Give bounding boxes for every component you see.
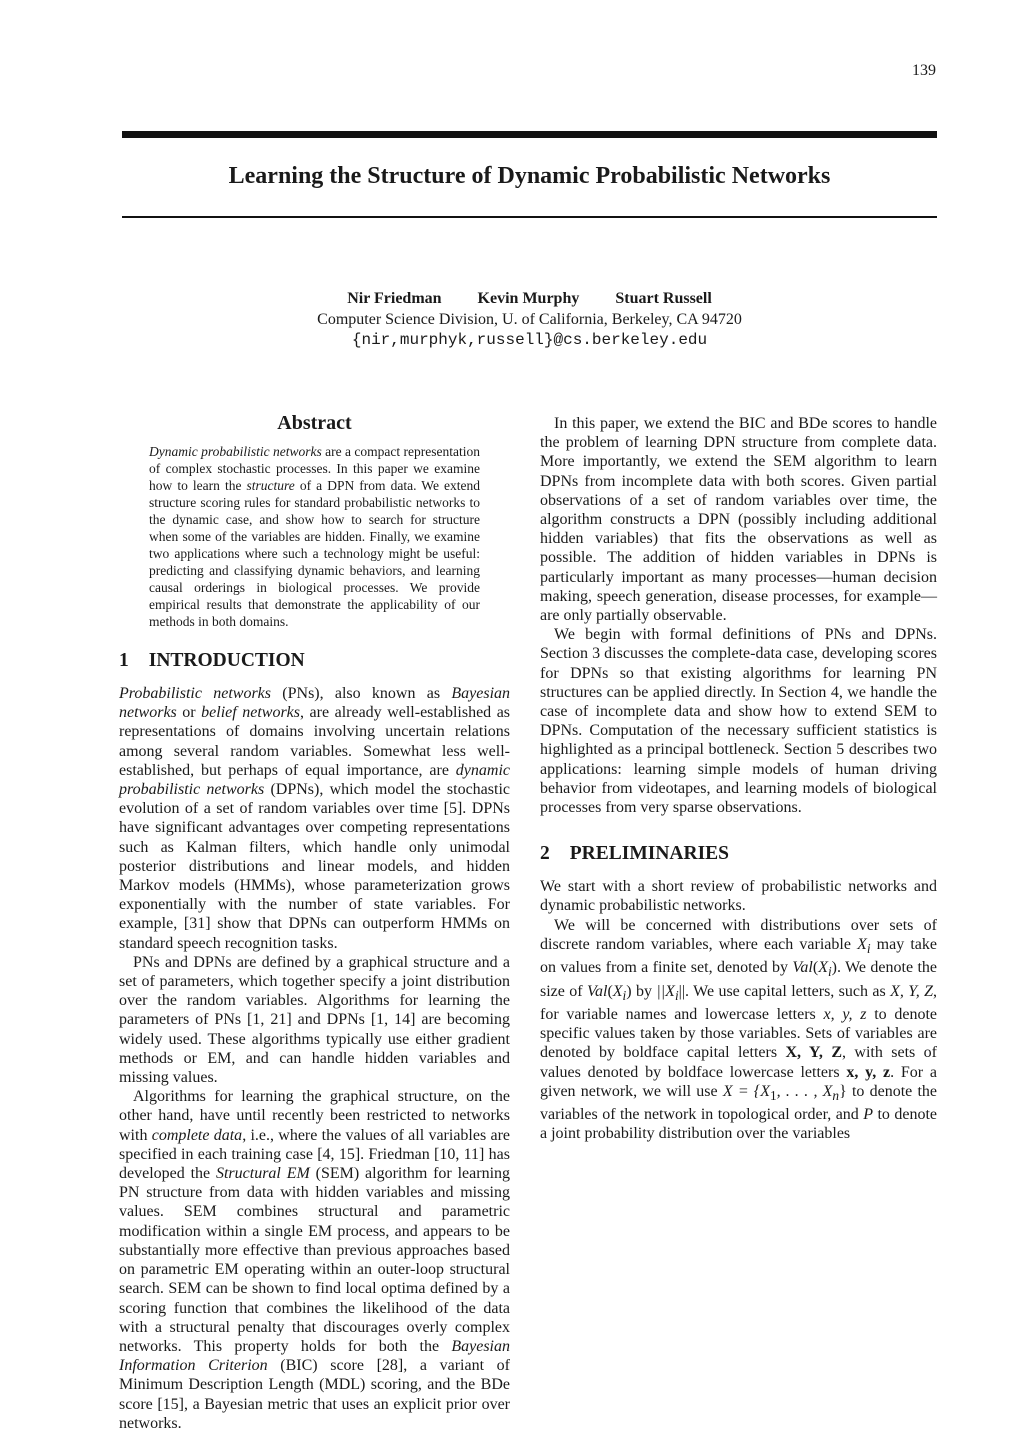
paper-title: Learning the Structure of Dynamic Probabilistic Networks xyxy=(228,163,831,189)
paragraph: Algorithms for learning the graphical structure, on the other hand, have until recently been restricted to networks with complete data, i.e., where the values of all variables are specified in each training case [4, 15]. Friedman [10, 11] has developed the Structural EM (SEM) algorithm for learning PN structure from data with hidden variables and missing values. SEM combines structural and parametric modification within a single EM process, and appears to be substantially more effective than previous approaches based on parametric EM operating within an outer-loop structural search. SEM can be shown to find local optima defined by a scoring function that combines the likelihood of the data with a structural penalty that discourages overly complex networks. This property holds for both the Bayesian Information Criterion (BIC) score [28], a variant of Minimum Description Length (MDL) scoring, and the BDe score [15], a Bayesian metric that uses an explicit prior over networks. xyxy=(119,1088,511,1432)
author-name: Kevin Murphy xyxy=(477,290,580,307)
section-heading-introduction: 1 INTRODUCTION xyxy=(119,650,305,671)
paragraph: PNs and DPNs are defined by a graphical structure and a set of parameters, which together specify a joint distribution over the random variables. Algorithms for learning the parameters of PNs [1, 21] and DPNs [1, 14] are becoming widely used. These algorithms typically use either gradient methods or EM, and can handle hidden variables and missing values. xyxy=(119,953,510,1087)
paragraph: Probabilistic networks (PNs), also known as Bayesian networks or belief networks, are already well-established as representations of domains involving uncertain relations among several random variables. Somewhat less well-established, but perhaps of equal importance, are dynamic probabilistic networks (DPNs), which model the stochastic evolution of a set of random variables over time [5]. DPNs have significant advantages over competing representations such as Kalman filters, which handle only unimodal posterior distributions and linear models, and hidden Markov models (HMMs), whose parameterization grows exponentially with the number of state variables. For example, [31] show that DPNs can outperform HMMs on standard speech recognition tasks. xyxy=(119,685,511,952)
paragraph: In this paper, we extend the BIC and BDe scores to handle the problem of learning DPN structure from complete data. More importantly, we extend the SEM algorithm to learn DPNs from incomplete data with both scores. Given partial observations of a set of random variables over time, the algorithm constructs a DPN (possibly including additional hidden variables) that fits the observations as well as possible. The addition of hidden variables in DPNs is particularly important as many processes—human decision making, speech generation, disease processes, for example—are only partially observable. xyxy=(540,415,937,625)
top-rule xyxy=(122,131,937,138)
author-name: Nir Friedman xyxy=(347,290,442,307)
author-email: {nir,murphyk,russell}@cs.berkeley.edu xyxy=(351,331,708,349)
right-column xyxy=(540,414,937,1144)
paragraph: We will be concerned with distributions over sets of discrete random variables, where each variable $X_i$ may take on values from a finite set, denoted by $Val(X_i)$. We denote the size of $Val(X_i)$ by $||X_i||$. We use capital letters, such as X, Y, Z, for variable names and lowercase letters x, y, z to denote specific values taken by those variables. Sets of variables are denoted by boldface capital letters X, Y, Z, with sets of values denoted by boldface lowercase letters x, y, z. For a given network, we will use $X = \{X_1$, . . . , $X_n$} to denote the variables of the network in topological order, and P to denote a joint probability distribution over the variables xyxy=(540,916,938,1143)
author-block xyxy=(122,288,937,351)
left-column xyxy=(119,410,510,1433)
author-affiliation: Computer Science Division, U. of California, Berkeley, CA 94720 xyxy=(317,311,742,328)
section-heading-preliminaries: 2 PRELIMINARIES xyxy=(540,843,730,865)
author-name: Stuart Russell xyxy=(615,290,712,307)
abstract-heading: Abstract xyxy=(277,412,352,434)
abstract-text: Dynamic probabilistic networks are a compact representation of complex stochastic processes. In this paper we examine how to learn the structure of a DPN from data. We extend structure scoring rules for standard probabilistic networks to the dynamic case, and show how to search for structure when some of the variables are hidden. Finally, we examine two applications where such a technology might be useful: predicting and classifying dynamic behaviors, and learning causal orderings in biological processes. We provide empirical results that demonstrate the applicability of our methods in both domains. xyxy=(149,444,480,629)
paragraph: We start with a short review of probabilistic networks and dynamic probabilistic networks. xyxy=(540,878,937,915)
page-number: 139 xyxy=(912,62,936,79)
paragraph: We begin with formal definitions of PNs and DPNs. Section 3 discusses the complete-data case, developing scores for DPNs so that existing algorithms for learning PN structures can be applied directly. In Section 4, we handle the case of incomplete data and show how to extend SEM to DPNs. Computation of the necessary sufficient statistics is highlighted as a principal bottleneck. Section 5 describes two applications: learning simple models of human driving behavior from videotapes, and learning models of biological processes from very sparse observations. xyxy=(540,626,937,817)
author-names xyxy=(122,288,937,309)
title-rule xyxy=(122,216,937,218)
